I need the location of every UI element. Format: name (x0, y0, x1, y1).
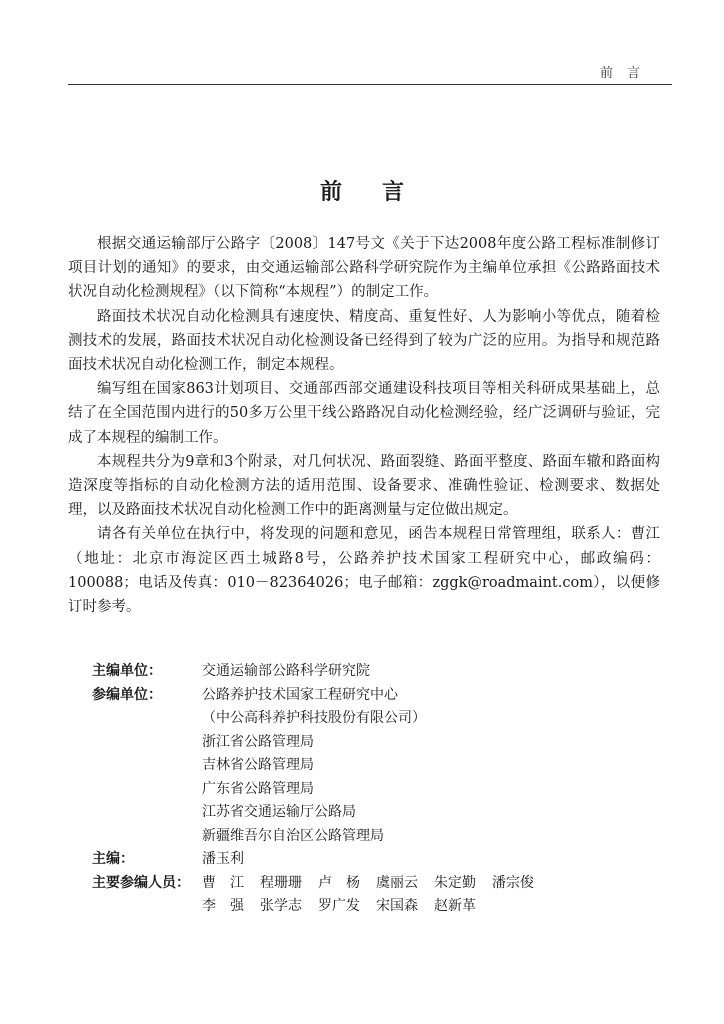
main-participants-row (92, 872, 652, 919)
chief-unit-label: 主编单位： (92, 663, 162, 679)
paragraph: 根据交通运输部厅公路字〔2008〕147号文《关于下达2008年度公路工程标准制修订项目计划的通知》的要求，由交通运输部公路科学研究院作为主编单位承担《公路路面技术状况自动化检测规程》（以下简称“本规程”）的制定工作。 (68, 236, 660, 301)
credits-block (92, 660, 652, 919)
running-header: 前言 (599, 66, 654, 81)
chief-editor-row (92, 848, 652, 872)
participant-name: 张学志 (260, 898, 302, 914)
body-text (68, 232, 660, 619)
paragraph: 请各有关单位在执行中，将发现的问题和意见，函告本规程日常管理组，联系人：曹江（地址：北京市海淀区西土城路8号，公路养护技术国家工程研究中心，邮政编码：100088；电话及传真：010－82364026；电子邮箱：zggk@roadmaint.com），以便修订时参考。 (68, 526, 660, 616)
page-title: 前言 (319, 178, 444, 205)
paragraph: 路面技术状况自动化检测具有速度快、精度高、重复性好、人为影响小等优点，随着检测技术的发展，路面技术状况自动化检测设备已经得到了较为广泛的应用。为指导和规范路面技术状况自动化检测工作，制定本规程。 (68, 308, 660, 374)
participating-unit: 公路养护技术国家工程研究中心 (202, 686, 398, 703)
participant-name: 虞丽云 (376, 874, 418, 891)
participant-name: 潘宗俊 (492, 874, 534, 891)
chief-unit-row (92, 660, 652, 684)
participants-line (202, 895, 652, 919)
paragraph: 编写组在国家863计划项目、交通部西部交通建设科技项目等相关科研成果基础上，总结了在全国范围内进行的50多万公里干线公路路况自动化检测经验，经广泛调研与验证，完成了本规程的编制工作。 (68, 381, 660, 446)
chief-editor-label: 主编： (92, 851, 134, 867)
chief-unit-value: 交通运输部公路科学研究院 (202, 663, 370, 679)
participant-name: 卢 杨 (318, 874, 360, 891)
participant-name: 朱定勤 (434, 874, 476, 891)
participant-name: 罗广发 (318, 898, 360, 914)
participant-name: 程珊珊 (260, 874, 302, 891)
participating-unit: （中公高科养护科技股份有限公司） (202, 710, 426, 726)
participating-unit: 江苏省交通运输厅公路局 (202, 804, 356, 820)
paragraph: 本规程共分为9章和3个附录，对几何状况、路面裂缝、路面平整度、路面车辙和路面构造深度等指标的自动化检测方法的适用范围、设备要求、准确性验证、检测要求、数据处理，以及路面技术状况自动化检测工作中的距离测量与定位做出规定。 (68, 453, 660, 519)
main-participants-label: 主要参编人员： (92, 874, 190, 891)
participating-unit: 浙江省公路管理局 (202, 733, 314, 750)
participant-name: 曹 江 (202, 874, 244, 891)
participating-units-row (92, 684, 652, 849)
participants-line (202, 872, 652, 896)
participant-name: 赵新革 (434, 898, 476, 914)
participant-name: 李 强 (202, 898, 244, 914)
participating-unit: 吉林省公路管理局 (202, 757, 314, 773)
chief-editor-value: 潘玉利 (202, 851, 244, 867)
participating-unit: 广东省公路管理局 (202, 780, 314, 797)
header-rule (68, 84, 672, 85)
participant-name: 宋国森 (376, 898, 418, 914)
participating-unit: 新疆维吾尔自治区公路管理局 (202, 827, 384, 844)
participating-units-label: 参编单位： (92, 686, 162, 703)
